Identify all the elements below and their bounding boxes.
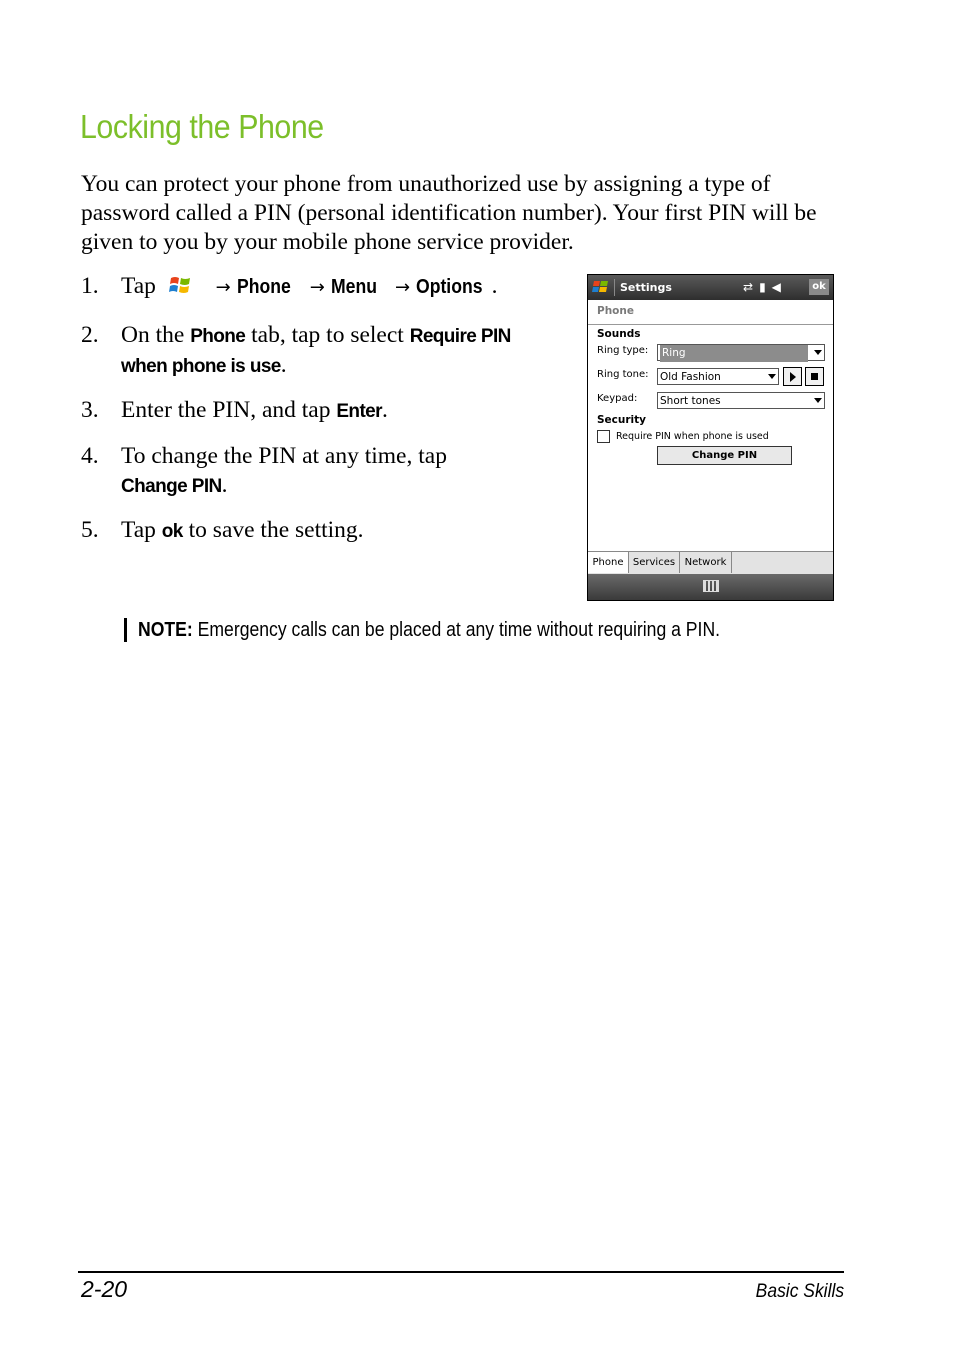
page-heading: Locking the Phone xyxy=(80,108,324,145)
stop-button[interactable] xyxy=(805,367,824,386)
ring-tone-label: Ring tone: xyxy=(597,369,649,380)
keypad-value: Short tones xyxy=(660,395,721,407)
cmd-options: Options xyxy=(416,276,483,298)
steps-list xyxy=(81,272,551,546)
play-button[interactable] xyxy=(783,367,802,386)
step-text: tab, tap to select xyxy=(245,322,410,348)
connectivity-icon[interactable]: ⇄ xyxy=(743,280,760,294)
step-4 xyxy=(81,442,551,501)
intro-paragraph: You can protect your phone from unauthorized use by assigning a type of password called a PIN (personal identification number). Your first PIN will be given to you by your mobile phone service provider. xyxy=(81,171,817,255)
keypad-dropdown[interactable] xyxy=(657,392,825,409)
step-end: . xyxy=(280,352,287,378)
ring-tone-dropdown[interactable] xyxy=(657,368,779,385)
ok-button[interactable]: ok xyxy=(809,279,829,295)
change-pin-button[interactable]: Change PIN xyxy=(657,446,792,465)
play-icon xyxy=(790,372,796,382)
require-pin-checkbox[interactable] xyxy=(597,430,610,443)
page-number: 2-20 xyxy=(81,1276,128,1302)
step-number: 1. xyxy=(81,273,99,299)
cmd-change-pin: Change PIN xyxy=(121,476,222,497)
step-text: To change the PIN at any time, tap xyxy=(121,443,447,469)
cmd-phone-tab: Phone xyxy=(190,326,246,347)
speaker-icon[interactable]: ◀ xyxy=(771,280,787,294)
tab-bar xyxy=(588,551,833,574)
ring-type-dropdown[interactable] xyxy=(657,344,825,361)
page-header xyxy=(588,300,833,325)
app-title: Settings xyxy=(620,281,672,294)
step-end: . xyxy=(381,397,388,423)
windows-start-icon xyxy=(168,274,194,304)
step-text: Tap xyxy=(121,517,162,543)
step-text: Enter the PIN, and tap xyxy=(121,397,337,423)
step-end: . xyxy=(491,273,498,299)
cmd-phone: Phone xyxy=(236,276,291,298)
step-number: 2. xyxy=(81,322,99,348)
ring-type-label: Ring type: xyxy=(597,345,649,356)
step-number: 5. xyxy=(81,517,99,543)
menu-bar xyxy=(588,574,833,600)
ring-tone-value: Old Fashion xyxy=(660,371,721,383)
tab-network[interactable]: Network xyxy=(680,552,732,573)
step-text: to save the setting. xyxy=(182,517,364,543)
right-arrow-icon: → xyxy=(215,277,231,298)
tab-phone[interactable]: Phone xyxy=(588,552,629,573)
windows-start-icon[interactable] xyxy=(592,279,610,299)
step-3 xyxy=(81,396,551,426)
ring-type-value: Ring xyxy=(660,345,808,362)
phone-settings-screenshot xyxy=(587,274,834,601)
keyboard-icon[interactable] xyxy=(703,580,719,592)
note-text: Emergency calls can be placed at any time without requiring a PIN. xyxy=(192,619,721,641)
step-1 xyxy=(81,272,551,304)
title-divider xyxy=(614,279,615,296)
security-header: Security xyxy=(597,414,647,426)
step-end: . xyxy=(221,472,228,498)
right-arrow-icon: → xyxy=(394,277,411,298)
stop-icon xyxy=(811,373,818,380)
step-number: 3. xyxy=(81,397,99,423)
cmd-ok: ok xyxy=(161,521,183,542)
cmd-require-pin: Require PIN when phone is use xyxy=(121,326,511,377)
right-arrow-icon: → xyxy=(309,277,325,298)
sounds-header: Sounds xyxy=(597,328,641,340)
title-bar xyxy=(588,275,833,300)
tab-services[interactable]: Services xyxy=(629,552,680,573)
chevron-down-icon xyxy=(814,398,822,403)
chevron-down-icon xyxy=(814,350,822,355)
step-text: Tap xyxy=(121,273,156,299)
keypad-label: Keypad: xyxy=(597,393,638,404)
footer-rule xyxy=(78,1271,844,1273)
chevron-down-icon xyxy=(768,374,776,379)
section-name: Basic Skills xyxy=(755,1281,844,1302)
note-label: NOTE: xyxy=(138,619,193,641)
status-icons xyxy=(743,280,787,294)
step-5 xyxy=(81,516,551,546)
page-title: Phone xyxy=(597,305,634,317)
step-text: On the xyxy=(121,322,191,348)
require-pin-label[interactable]: Require PIN when phone is used xyxy=(616,431,769,442)
cmd-menu: Menu xyxy=(330,276,377,298)
note-callout xyxy=(124,618,799,642)
step-number: 4. xyxy=(81,443,99,469)
cmd-enter: Enter xyxy=(336,401,382,422)
step-2 xyxy=(81,321,551,381)
signal-icon[interactable]: ▮ xyxy=(759,280,772,294)
